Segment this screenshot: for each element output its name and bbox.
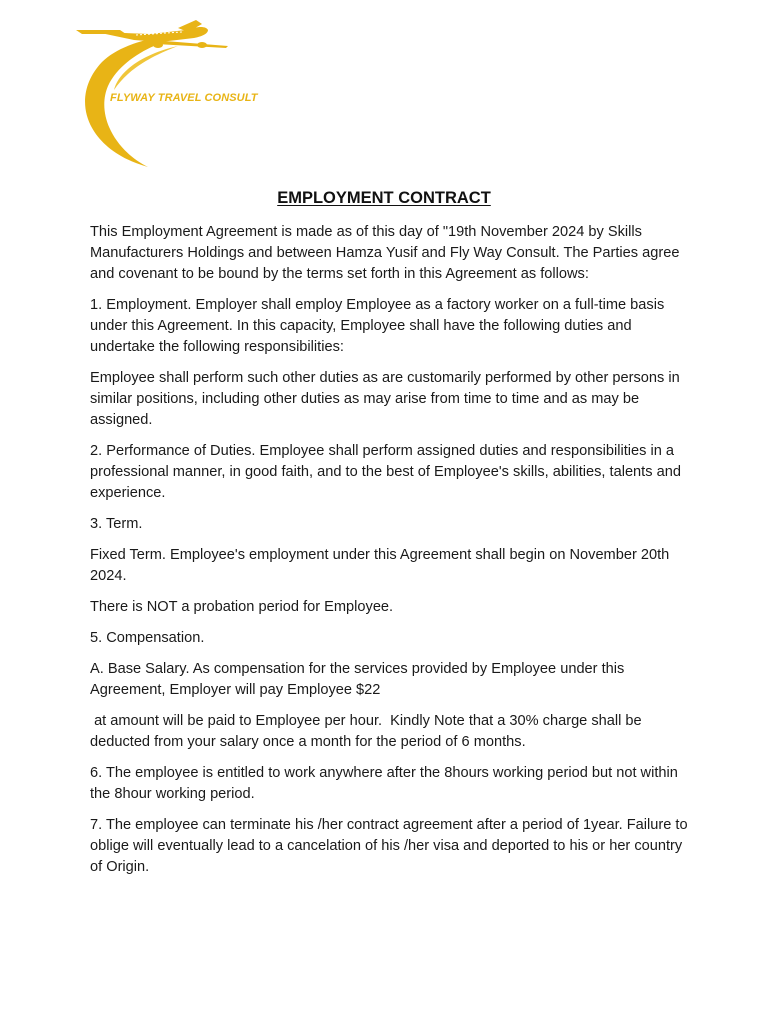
paragraph: 3. Term. [90,516,143,532]
paragraph: at amount will be paid to Employee per hour. Kindly Note that a 30% charge shall be deducted from your salary once a month for the period of 6 months. [90,713,646,750]
paragraph: 7. The employee can terminate his /her contract agreement after a period of 1year. Failure to oblige will eventually lead to a cancelation of his /her visa and deported to his or her country of Origin. [90,817,688,875]
paragraph: 1. Employment. Employer shall employ Employee as a factory worker on a full-time basis under this Agreement. In this capacity, Employee shall have the following duties and undertake the following responsibilities: [90,297,665,355]
paragraph: This Employment Agreement is made as of this day of "19th November 2024 by Skills Manufacturers Holdings and between Hamza Yusif and Fly Way Consult. The Parties agree and covenant to be bound by the terms set forth in this Agreement as follows: [90,224,680,282]
paragraph: 5. Compensation. [90,630,205,646]
paragraph: A. Base Salary. As compensation for the services provided by Employee under this Agreement, Employer will pay Employee $22 [90,661,625,698]
paragraph: Fixed Term. Employee's employment under this Agreement shall begin on November 20th 2024. [90,547,670,584]
document-title: EMPLOYMENT CONTRACT [277,189,491,207]
paragraph: 2. Performance of Duties. Employee shall perform assigned duties and responsibilities in a professional manner, in good faith, and to the best of Employee's skills, abilities, talents and experience. [90,443,681,501]
paragraph: There is NOT a probation period for Employee. [90,599,394,615]
paragraph: 6. The employee is entitled to work anywhere after the 8hours working period but not within the 8hour working period. [90,765,678,802]
company-logo [74,20,274,170]
paragraph: Employee shall perform such other duties as are customarily performed by other persons in similar positions, including other duties as may arise from time to time and as may be assigned. [90,370,680,428]
document-body [90,222,690,888]
logo-text: FLYWAY TRAVEL CONSULT [110,92,258,104]
